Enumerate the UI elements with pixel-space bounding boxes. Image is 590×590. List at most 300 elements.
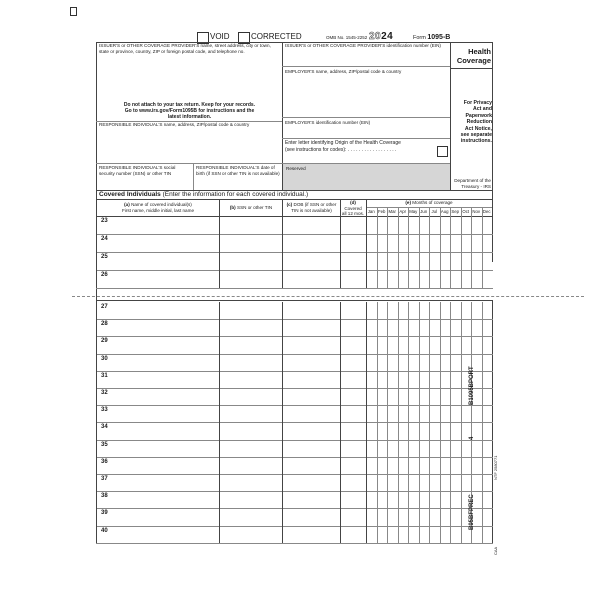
month-checkbox[interactable]: [409, 216, 419, 234]
name-cell[interactable]: [97, 474, 218, 491]
month-checkbox[interactable]: [451, 474, 461, 491]
month-column-divider: [408, 302, 409, 543]
form-number: 1095-B: [427, 34, 451, 41]
name-cell[interactable]: [97, 526, 218, 543]
month-checkbox[interactable]: [472, 234, 482, 252]
month-checkbox[interactable]: [430, 457, 440, 474]
name-cell[interactable]: [97, 319, 218, 336]
ssn-cell[interactable]: [220, 474, 281, 491]
covered-12-months-checkbox[interactable]: [341, 252, 365, 270]
dob-cell[interactable]: [283, 474, 339, 491]
month-checkbox[interactable]: [483, 474, 493, 491]
month-checkbox[interactable]: [399, 319, 409, 336]
month-checkbox[interactable]: [430, 270, 440, 288]
responsible-dob-box[interactable]: RESPONSIBLE INDIVIDUAL'S date of birth (if SSN or other TIN is not available): [196, 165, 280, 176]
month-checkbox[interactable]: [367, 388, 377, 405]
covered-12-months-checkbox[interactable]: [341, 216, 365, 234]
name-cell[interactable]: [97, 354, 218, 371]
dob-cell[interactable]: [283, 319, 339, 336]
month-checkbox[interactable]: [462, 302, 472, 319]
month-checkbox[interactable]: [388, 474, 398, 491]
month-checkbox[interactable]: [378, 252, 388, 270]
month-checkbox[interactable]: [462, 440, 472, 457]
month-checkbox[interactable]: [399, 336, 409, 353]
month-checkbox[interactable]: [420, 354, 430, 371]
month-checkbox[interactable]: [420, 336, 430, 353]
month-checkbox[interactable]: [378, 216, 388, 234]
month-checkbox[interactable]: [441, 457, 451, 474]
col-b-letter: (b): [229, 205, 236, 210]
covered-12-months-checkbox[interactable]: [341, 474, 365, 491]
month-checkbox[interactable]: [388, 302, 398, 319]
dob-cell[interactable]: [283, 508, 339, 525]
month-checkbox[interactable]: [367, 234, 377, 252]
month-checkbox[interactable]: [399, 216, 409, 234]
month-checkbox[interactable]: [462, 319, 472, 336]
month-checkbox[interactable]: [367, 457, 377, 474]
month-checkbox[interactable]: [430, 526, 440, 543]
month-checkbox[interactable]: [441, 440, 451, 457]
month-checkbox[interactable]: [451, 319, 461, 336]
month-checkbox[interactable]: [430, 440, 440, 457]
month-checkbox[interactable]: [399, 252, 409, 270]
month-checkbox[interactable]: [420, 270, 430, 288]
covered-12-months-checkbox[interactable]: [341, 354, 365, 371]
month-checkbox[interactable]: [430, 508, 440, 525]
name-cell[interactable]: [97, 371, 218, 388]
month-checkbox[interactable]: [441, 354, 451, 371]
month-checkbox[interactable]: [462, 405, 472, 422]
dob-cell[interactable]: [283, 491, 339, 508]
month-checkbox[interactable]: [462, 270, 472, 288]
month-checkbox[interactable]: [388, 336, 398, 353]
month-checkbox[interactable]: [451, 405, 461, 422]
month-checkbox[interactable]: [483, 422, 493, 439]
month-checkbox[interactable]: [367, 526, 377, 543]
month-checkbox[interactable]: [441, 491, 451, 508]
ssn-cell[interactable]: [220, 508, 281, 525]
ssn-cell[interactable]: [220, 440, 281, 457]
reserved-box: [283, 164, 450, 190]
month-checkbox[interactable]: [420, 422, 430, 439]
month-checkbox[interactable]: [462, 336, 472, 353]
ssn-cell[interactable]: [220, 216, 281, 234]
month-checkbox[interactable]: [451, 388, 461, 405]
month-checkbox[interactable]: [367, 354, 377, 371]
month-checkbox[interactable]: [388, 216, 398, 234]
covered-12-months-checkbox[interactable]: [341, 319, 365, 336]
ssn-cell[interactable]: [220, 388, 281, 405]
dob-cell[interactable]: [283, 457, 339, 474]
month-checkbox[interactable]: [367, 422, 377, 439]
month-checkbox[interactable]: [399, 474, 409, 491]
name-cell[interactable]: [97, 457, 218, 474]
month-checkbox[interactable]: [409, 234, 419, 252]
responsible-ssn-box[interactable]: RESPONSIBLE INDIVIDUAL'S social security number (SSN) or other TIN: [99, 165, 176, 176]
month-checkbox[interactable]: [388, 252, 398, 270]
col-a-text: Name of covered individual(s): [131, 202, 192, 207]
month-checkbox[interactable]: [409, 526, 419, 543]
month-checkbox[interactable]: [451, 508, 461, 525]
dob-cell[interactable]: [283, 405, 339, 422]
name-cell[interactable]: [97, 508, 218, 525]
month-checkbox[interactable]: [378, 508, 388, 525]
covered-12-months-checkbox[interactable]: [341, 234, 365, 252]
month-checkbox[interactable]: [472, 319, 482, 336]
month-checkbox[interactable]: [409, 336, 419, 353]
month-checkbox[interactable]: [451, 216, 461, 234]
month-checkbox[interactable]: [399, 270, 409, 288]
month-checkbox[interactable]: [378, 371, 388, 388]
month-checkbox[interactable]: [451, 491, 461, 508]
month-checkbox[interactable]: [483, 491, 493, 508]
name-cell[interactable]: [97, 270, 218, 288]
month-checkbox[interactable]: [367, 270, 377, 288]
month-checkbox[interactable]: [420, 302, 430, 319]
month-checkbox[interactable]: [367, 302, 377, 319]
month-checkbox[interactable]: [451, 252, 461, 270]
dob-cell[interactable]: [283, 388, 339, 405]
month-checkbox[interactable]: [420, 319, 430, 336]
month-checkbox[interactable]: [441, 405, 451, 422]
month-checkbox[interactable]: [441, 422, 451, 439]
month-checkbox[interactable]: [472, 405, 482, 422]
month-checkbox[interactable]: [378, 270, 388, 288]
month-checkbox[interactable]: [409, 388, 419, 405]
month-checkbox[interactable]: [420, 526, 430, 543]
origin-code-input[interactable]: [437, 146, 448, 157]
month-checkbox[interactable]: [388, 491, 398, 508]
month-checkbox[interactable]: [420, 508, 430, 525]
ssn-cell[interactable]: [220, 302, 281, 319]
month-checkbox[interactable]: [441, 371, 451, 388]
month-checkbox[interactable]: [472, 302, 482, 319]
month-checkbox[interactable]: [378, 336, 388, 353]
month-checkbox[interactable]: [420, 252, 430, 270]
month-checkbox[interactable]: [367, 252, 377, 270]
month-checkbox[interactable]: [378, 319, 388, 336]
ssn-cell[interactable]: [220, 457, 281, 474]
covered-12-months-checkbox[interactable]: [341, 336, 365, 353]
month-checkbox[interactable]: [430, 302, 440, 319]
month-checkbox[interactable]: [430, 474, 440, 491]
month-checkbox[interactable]: [451, 302, 461, 319]
month-checkbox[interactable]: [483, 270, 493, 288]
ssn-cell[interactable]: [220, 526, 281, 543]
month-checkbox[interactable]: [420, 388, 430, 405]
month-checkbox[interactable]: [451, 354, 461, 371]
dob-cell[interactable]: [283, 526, 339, 543]
month-checkbox[interactable]: [409, 457, 419, 474]
month-checkbox[interactable]: [378, 302, 388, 319]
month-checkbox[interactable]: [472, 440, 482, 457]
covered-12-months-checkbox[interactable]: [341, 302, 365, 319]
month-checkbox[interactable]: [409, 252, 419, 270]
month-checkbox[interactable]: [441, 319, 451, 336]
column-divider: [96, 302, 97, 543]
ssn-cell[interactable]: [220, 491, 281, 508]
employer-name-box[interactable]: EMPLOYER'S name, address, ZIP/postal code & country: [285, 69, 402, 74]
month-checkbox[interactable]: [367, 319, 377, 336]
month-checkbox[interactable]: [462, 234, 472, 252]
name-cell[interactable]: [97, 336, 218, 353]
month-checkbox[interactable]: [378, 491, 388, 508]
month-checkbox[interactable]: [430, 234, 440, 252]
month-checkbox[interactable]: [409, 440, 419, 457]
month-checkbox[interactable]: [420, 405, 430, 422]
month-checkbox[interactable]: [472, 252, 482, 270]
month-checkbox[interactable]: [483, 405, 493, 422]
month-checkbox[interactable]: [483, 388, 493, 405]
ssn-cell[interactable]: [220, 234, 281, 252]
month-checkbox[interactable]: [399, 234, 409, 252]
dob-cell[interactable]: [283, 422, 339, 439]
name-cell[interactable]: [97, 216, 218, 234]
month-checkbox[interactable]: [483, 234, 493, 252]
month-checkbox[interactable]: [399, 526, 409, 543]
month-label-oct: Oct: [462, 209, 470, 214]
month-checkbox[interactable]: [441, 336, 451, 353]
month-checkbox[interactable]: [409, 319, 419, 336]
issuer-ein-box[interactable]: ISSUER'S or OTHER COVERAGE PROVIDER'S identification number (EIN): [285, 43, 441, 48]
row-number: 32: [101, 390, 108, 396]
month-checkbox[interactable]: [399, 405, 409, 422]
month-checkbox[interactable]: [378, 234, 388, 252]
month-checkbox[interactable]: [441, 474, 451, 491]
month-checkbox[interactable]: [420, 491, 430, 508]
month-checkbox[interactable]: [409, 354, 419, 371]
month-checkbox[interactable]: [388, 388, 398, 405]
covered-12-months-checkbox[interactable]: [341, 457, 365, 474]
covered-12-months-checkbox[interactable]: [341, 405, 365, 422]
month-checkbox[interactable]: [399, 440, 409, 457]
month-checkbox[interactable]: [420, 234, 430, 252]
name-cell[interactable]: [97, 422, 218, 439]
month-checkbox[interactable]: [483, 216, 493, 234]
covered-12-months-checkbox[interactable]: [341, 388, 365, 405]
month-checkbox[interactable]: [430, 336, 440, 353]
month-checkbox[interactable]: [420, 371, 430, 388]
month-checkbox[interactable]: [388, 508, 398, 525]
name-cell[interactable]: [97, 405, 218, 422]
month-checkbox[interactable]: [430, 405, 440, 422]
dob-cell[interactable]: [283, 336, 339, 353]
name-cell[interactable]: [97, 302, 218, 319]
month-checkbox[interactable]: [367, 491, 377, 508]
month-checkbox[interactable]: [451, 422, 461, 439]
month-checkbox[interactable]: [409, 270, 419, 288]
month-checkbox[interactable]: [409, 491, 419, 508]
month-checkbox[interactable]: [378, 405, 388, 422]
employer-ein-box[interactable]: EMPLOYER'S identification number (EIN): [285, 120, 371, 125]
month-checkbox[interactable]: [451, 234, 461, 252]
month-checkbox[interactable]: [462, 216, 472, 234]
name-cell[interactable]: [97, 491, 218, 508]
month-checkbox[interactable]: [451, 457, 461, 474]
month-checkbox[interactable]: [430, 371, 440, 388]
month-checkbox[interactable]: [388, 371, 398, 388]
month-checkbox[interactable]: [451, 336, 461, 353]
responsible-name-box[interactable]: RESPONSIBLE INDIVIDUAL'S name, address, ZIP/postal code & country: [99, 122, 250, 127]
month-checkbox[interactable]: [388, 440, 398, 457]
ssn-cell[interactable]: [220, 270, 281, 288]
dob-cell[interactable]: [283, 371, 339, 388]
column-divider: [340, 302, 341, 543]
col-e-letter: (e): [405, 200, 411, 205]
month-checkbox[interactable]: [378, 474, 388, 491]
month-checkbox[interactable]: [441, 270, 451, 288]
ssn-cell[interactable]: [220, 252, 281, 270]
month-checkbox[interactable]: [420, 440, 430, 457]
name-cell[interactable]: [97, 388, 218, 405]
month-checkbox[interactable]: [388, 319, 398, 336]
month-checkbox[interactable]: [399, 388, 409, 405]
month-checkbox[interactable]: [483, 354, 493, 371]
month-checkbox[interactable]: [483, 319, 493, 336]
month-checkbox[interactable]: [441, 302, 451, 319]
month-checkbox[interactable]: [378, 388, 388, 405]
covered-12-months-checkbox[interactable]: [341, 526, 365, 543]
month-checkbox[interactable]: [409, 405, 419, 422]
ssn-cell[interactable]: [220, 371, 281, 388]
month-checkbox[interactable]: [472, 336, 482, 353]
month-checkbox[interactable]: [399, 491, 409, 508]
month-checkbox[interactable]: [430, 491, 440, 508]
month-checkbox[interactable]: [399, 354, 409, 371]
month-checkbox[interactable]: [388, 354, 398, 371]
month-checkbox[interactable]: [483, 457, 493, 474]
month-checkbox[interactable]: [483, 336, 493, 353]
month-checkbox[interactable]: [441, 252, 451, 270]
ssn-cell[interactable]: [220, 354, 281, 371]
month-checkbox[interactable]: [430, 388, 440, 405]
month-checkbox[interactable]: [399, 422, 409, 439]
month-checkbox[interactable]: [399, 371, 409, 388]
month-checkbox[interactable]: [367, 474, 377, 491]
month-checkbox[interactable]: [483, 440, 493, 457]
covered-12-months-checkbox[interactable]: [341, 491, 365, 508]
col-b-header: [220, 205, 282, 211]
month-checkbox[interactable]: [367, 216, 377, 234]
month-checkbox[interactable]: [420, 457, 430, 474]
month-checkbox[interactable]: [451, 371, 461, 388]
month-checkbox[interactable]: [483, 252, 493, 270]
month-checkbox[interactable]: [472, 216, 482, 234]
month-checkbox[interactable]: [430, 354, 440, 371]
month-checkbox[interactable]: [388, 457, 398, 474]
month-checkbox[interactable]: [367, 371, 377, 388]
name-cell[interactable]: [97, 252, 218, 270]
month-checkbox[interactable]: [409, 508, 419, 525]
ssn-cell[interactable]: [220, 319, 281, 336]
ssn-cell[interactable]: [220, 336, 281, 353]
month-checkbox[interactable]: [409, 474, 419, 491]
covered-12-months-checkbox[interactable]: [341, 270, 365, 288]
month-checkbox[interactable]: [451, 270, 461, 288]
month-checkbox[interactable]: [483, 526, 493, 543]
month-checkbox[interactable]: [388, 405, 398, 422]
month-column-divider: [450, 302, 451, 543]
month-checkbox[interactable]: [409, 422, 419, 439]
month-checkbox[interactable]: [378, 354, 388, 371]
tax-year-suffix: 24: [381, 31, 394, 42]
dob-cell[interactable]: [283, 234, 339, 252]
month-checkbox[interactable]: [472, 474, 482, 491]
month-checkbox[interactable]: [462, 457, 472, 474]
month-checkbox[interactable]: [409, 371, 419, 388]
month-checkbox[interactable]: [441, 508, 451, 525]
month-checkbox[interactable]: [399, 302, 409, 319]
month-checkbox[interactable]: [388, 270, 398, 288]
month-checkbox[interactable]: [378, 457, 388, 474]
month-checkbox[interactable]: [441, 526, 451, 543]
month-checkbox[interactable]: [409, 302, 419, 319]
ssn-cell[interactable]: [220, 422, 281, 439]
row-number: 25: [101, 254, 108, 260]
month-checkbox[interactable]: [441, 234, 451, 252]
ssn-cell[interactable]: [220, 405, 281, 422]
month-checkbox[interactable]: [430, 216, 440, 234]
month-checkbox[interactable]: [367, 405, 377, 422]
dob-cell[interactable]: [283, 302, 339, 319]
department-line2: Treasury - IRS: [461, 184, 491, 189]
covered-12-months-checkbox[interactable]: [341, 422, 365, 439]
name-cell[interactable]: [97, 234, 218, 252]
month-checkbox[interactable]: [367, 336, 377, 353]
dob-cell[interactable]: [283, 216, 339, 234]
month-checkbox[interactable]: [378, 422, 388, 439]
month-checkbox[interactable]: [462, 474, 472, 491]
month-checkbox[interactable]: [451, 526, 461, 543]
month-checkbox[interactable]: [378, 440, 388, 457]
month-checkbox[interactable]: [472, 457, 482, 474]
month-checkbox[interactable]: [388, 526, 398, 543]
month-checkbox[interactable]: [388, 234, 398, 252]
covered-12-months-checkbox[interactable]: [341, 371, 365, 388]
month-checkbox[interactable]: [430, 422, 440, 439]
covered-12-months-checkbox[interactable]: [341, 508, 365, 525]
month-checkbox[interactable]: [441, 388, 451, 405]
registration-mark: [70, 7, 77, 16]
month-checkbox[interactable]: [430, 319, 440, 336]
month-checkbox[interactable]: [378, 526, 388, 543]
dob-cell[interactable]: [283, 270, 339, 288]
dob-cell[interactable]: [283, 354, 339, 371]
issuer-name-box[interactable]: ISSUER'S or OTHER COVERAGE PROVIDER'S name, street address, city or town, state or province, country, ZIP or foreign postal code, and telephone no.: [99, 43, 271, 54]
month-checkbox[interactable]: [441, 216, 451, 234]
dob-cell[interactable]: [283, 440, 339, 457]
col-c-line2: TIN is not available): [291, 207, 332, 213]
month-checkbox[interactable]: [451, 440, 461, 457]
row-number: 37: [101, 476, 108, 482]
month-checkbox[interactable]: [430, 252, 440, 270]
name-cell[interactable]: [97, 440, 218, 457]
month-checkbox[interactable]: [483, 508, 493, 525]
month-checkbox[interactable]: [420, 216, 430, 234]
month-checkbox[interactable]: [388, 422, 398, 439]
month-checkbox[interactable]: [420, 474, 430, 491]
month-checkbox[interactable]: [472, 270, 482, 288]
month-checkbox[interactable]: [399, 508, 409, 525]
month-checkbox[interactable]: [399, 457, 409, 474]
month-checkbox[interactable]: [483, 302, 493, 319]
month-checkbox[interactable]: [483, 371, 493, 388]
month-checkbox[interactable]: [462, 252, 472, 270]
covered-12-months-checkbox[interactable]: [341, 440, 365, 457]
month-checkbox[interactable]: [367, 508, 377, 525]
dob-cell[interactable]: [283, 252, 339, 270]
month-checkbox[interactable]: [367, 440, 377, 457]
